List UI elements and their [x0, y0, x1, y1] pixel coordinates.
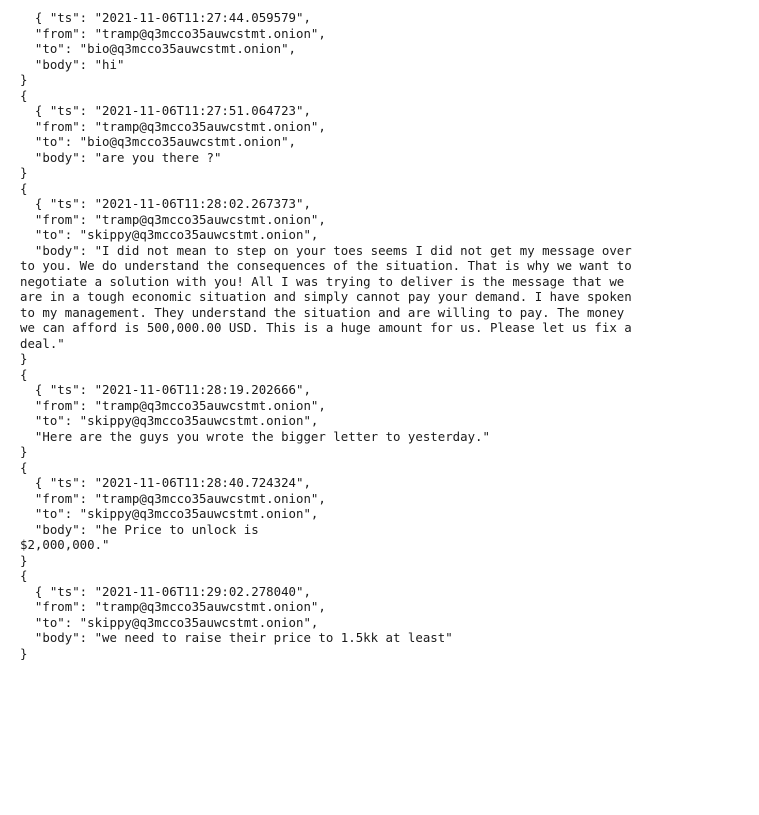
log-line: { "ts": "2021-11-06T11:29:02.278040", — [20, 583, 311, 599]
log-line: { — [20, 180, 28, 196]
log-line: "from": "tramp@q3mcco35auwcstmt.onion", — [20, 599, 326, 614]
log-line: { — [20, 87, 28, 103]
log-line: { — [20, 568, 28, 583]
log-line: "body": "I did not mean to step on your toes seems I did not get my message over — [20, 242, 632, 258]
log-line: negotiate a solution with you! All I was trying to deliver is the message that we — [20, 273, 625, 289]
log-line: "to": "skippy@q3mcco35auwcstmt.onion", — [20, 413, 319, 428]
log-line: "from": "tramp@q3mcco35auwcstmt.onion", — [20, 397, 326, 413]
log-line: } — [20, 165, 28, 180]
log-line: are in a tough economic situation and simply cannot pay your demand. I have spoken — [20, 289, 632, 304]
log-line: we can afford is 500,000.00 USD. This is a huge amount for us. Please let us fix a — [20, 320, 632, 335]
log-line: "body": "are you there ?" — [20, 149, 222, 165]
log-line: "to": "skippy@q3mcco35auwcstmt.onion", — [20, 227, 319, 242]
log-line: "body": "he Price to unlock is — [20, 521, 259, 537]
log-line: { "ts": "2021-11-06T11:27:51.064723", — [20, 103, 311, 118]
log-line: { "ts": "2021-11-06T11:28:19.202666", — [20, 382, 311, 397]
log-line: { — [20, 366, 28, 382]
log-line: "from": "tramp@q3mcco35auwcstmt.onion", — [20, 118, 326, 134]
log-line: "to": "skippy@q3mcco35auwcstmt.onion", — [20, 506, 319, 521]
chat-log-document — [20, 10, 750, 661]
log-line: deal." — [20, 335, 65, 351]
log-line: to you. We do understand the consequences of the situation. That is why we want to — [20, 258, 632, 273]
log-line: $2,000,000." — [20, 537, 110, 552]
log-line: "to": "bio@q3mcco35auwcstmt.onion", — [20, 41, 297, 56]
log-line: "to": "skippy@q3mcco35auwcstmt.onion", — [20, 614, 319, 630]
log-line: "from": "tramp@q3mcco35auwcstmt.onion", — [20, 25, 326, 41]
log-line: } — [20, 72, 28, 87]
log-line: "from": "tramp@q3mcco35auwcstmt.onion", — [20, 490, 326, 506]
log-line: "body": "we need to raise their price to 1.5kk at least" — [20, 630, 453, 645]
log-line: "Here are the guys you wrote the bigger letter to yesterday." — [20, 428, 490, 444]
log-line: { "ts": "2021-11-06T11:28:40.724324", — [20, 475, 311, 490]
log-line: { — [20, 459, 28, 475]
log-line: { "ts": "2021-11-06T11:28:02.267373", — [20, 196, 311, 211]
log-line: "body": "hi" — [20, 56, 125, 72]
log-line: to my management. They understand the situation and are willing to pay. The money — [20, 304, 625, 320]
log-line: } — [20, 351, 28, 366]
log-line: } — [20, 645, 28, 661]
log-line: } — [20, 444, 28, 459]
log-line: } — [20, 552, 28, 568]
log-line: "from": "tramp@q3mcco35auwcstmt.onion", — [20, 211, 326, 227]
log-line: { "ts": "2021-11-06T11:27:44.059579", — [20, 10, 311, 25]
log-line: "to": "bio@q3mcco35auwcstmt.onion", — [20, 134, 297, 149]
